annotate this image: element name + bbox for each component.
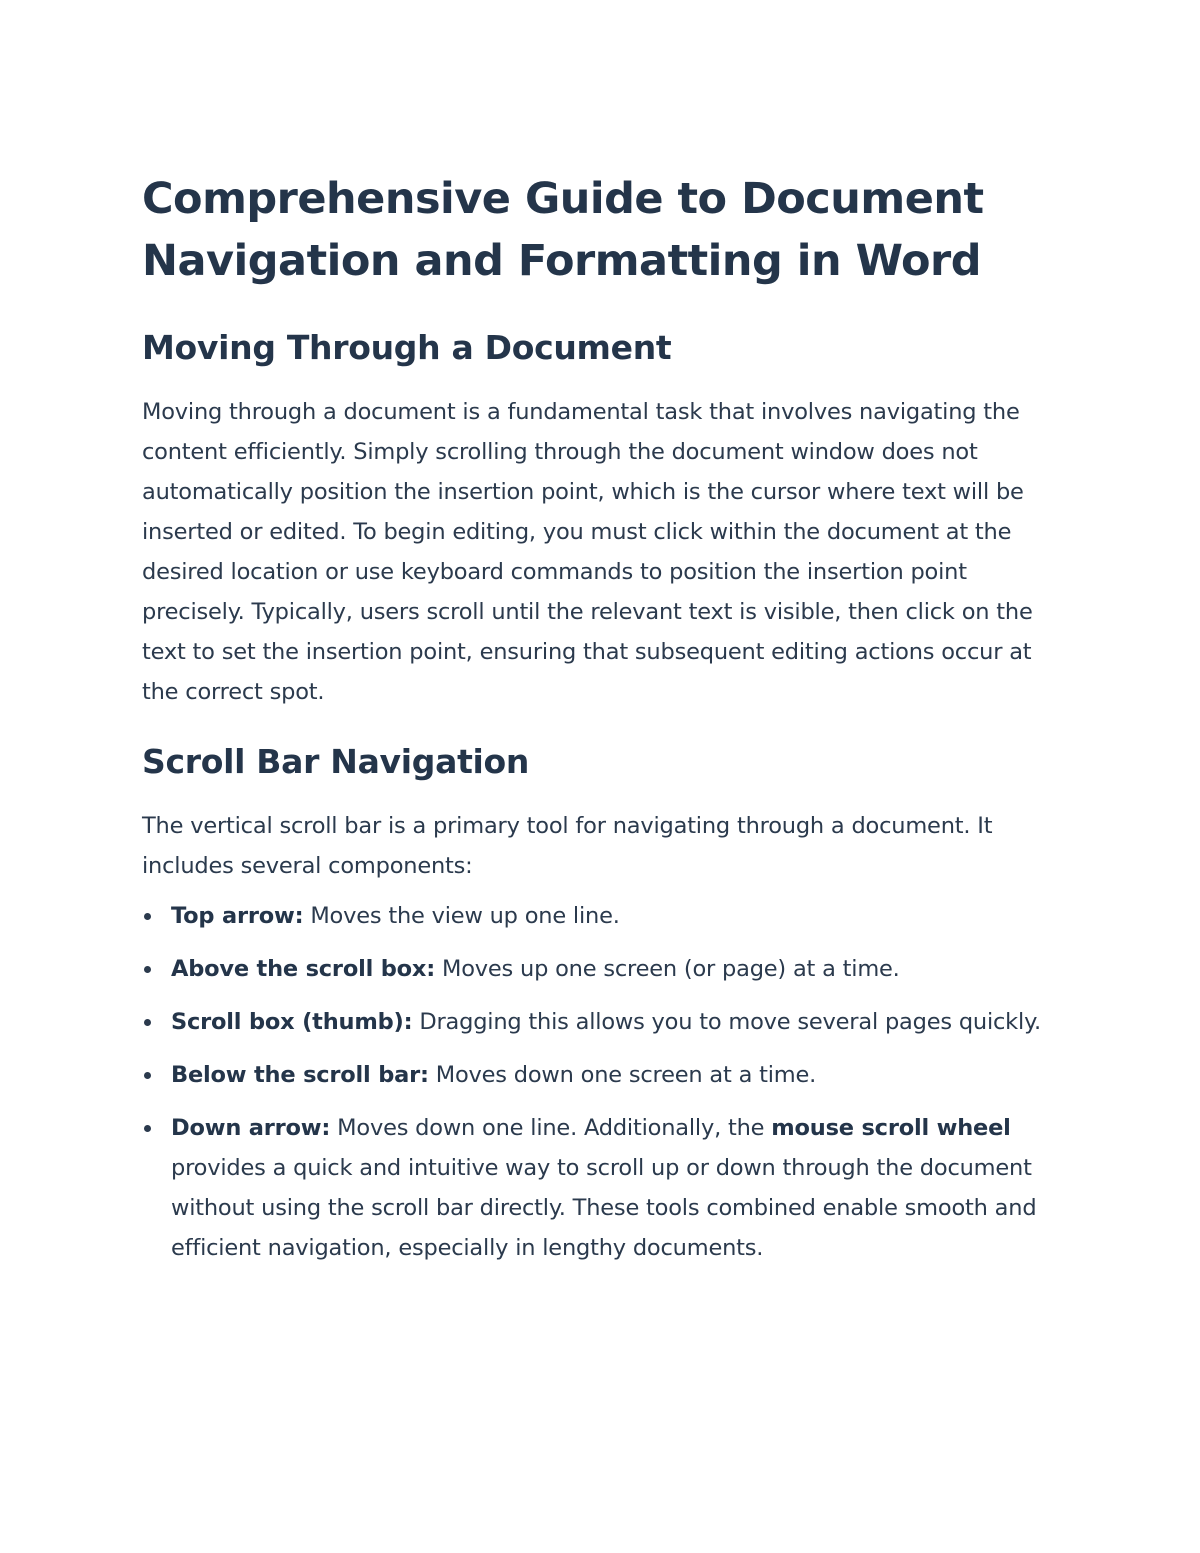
list-item-text: Moves up one screen (or page) at a time. xyxy=(435,956,900,982)
list-item xyxy=(142,949,1061,989)
bullet-icon xyxy=(144,1125,151,1132)
list-item-text-secondary: provides a quick and intuitive way to scroll up or down through the document without using the scroll bar directly. These tools combined enable smooth and efficient navigation, especially in lengthy documents. xyxy=(171,1155,1037,1261)
list-item xyxy=(142,1108,1061,1268)
bullet-icon xyxy=(144,966,151,973)
list-item-text: Moves the view up one line. xyxy=(303,903,620,929)
bullet-icon xyxy=(144,1072,151,1079)
list-item xyxy=(142,1002,1061,1042)
section-paragraph-scroll-bar: The vertical scroll bar is a primary tool for navigating through a document. It includes several components: xyxy=(142,813,993,879)
page-title: Comprehensive Guide to Document Navigation and Formatting in Word xyxy=(142,174,984,286)
list-item-term-secondary: mouse scroll wheel xyxy=(771,1115,1011,1141)
section-heading-scroll-bar: Scroll Bar Navigation xyxy=(142,742,530,781)
list-item-term: Scroll box (thumb) xyxy=(171,1009,404,1035)
bullet-icon xyxy=(144,913,151,920)
list-item-separator: : xyxy=(426,956,436,982)
list-item xyxy=(142,1055,1061,1095)
document-page xyxy=(142,168,1072,1281)
list-item-separator: : xyxy=(294,903,304,929)
section-paragraph-moving: Moving through a document is a fundamental task that involves navigating the content efficiently. Simply scrolling through the document window does not automatically position the insertion point, which is the cursor where text will be inserted or edited. To begin editing, you must click within the document at the desired location or use keyboard commands to position the insertion point precisely. Typically, users scroll until the relevant text is visible, then click on the text to set the insertion point, ensuring that subsequent editing actions occur at the correct spot. xyxy=(142,399,1033,705)
list-item-term: Above the scroll box xyxy=(171,956,427,982)
list-item-text: Dragging this allows you to move several pages quickly. xyxy=(412,1009,1041,1035)
list-item-term: Down arrow xyxy=(171,1115,322,1141)
bullet-icon xyxy=(144,1019,151,1026)
list-item-text: Moves down one screen at a time. xyxy=(428,1062,817,1088)
section-heading-moving: Moving Through a Document xyxy=(142,328,672,367)
list-item-separator: : xyxy=(321,1115,331,1141)
list-item xyxy=(142,896,1061,936)
list-item-separator: : xyxy=(420,1062,429,1088)
list-item-term: Top arrow xyxy=(171,903,295,929)
list-item-separator: : xyxy=(403,1009,413,1035)
list-item-text: Moves down one line. Additionally, the xyxy=(330,1115,772,1141)
scroll-bar-components-list xyxy=(142,896,1072,1268)
list-item-term: Below the scroll bar xyxy=(171,1062,420,1088)
